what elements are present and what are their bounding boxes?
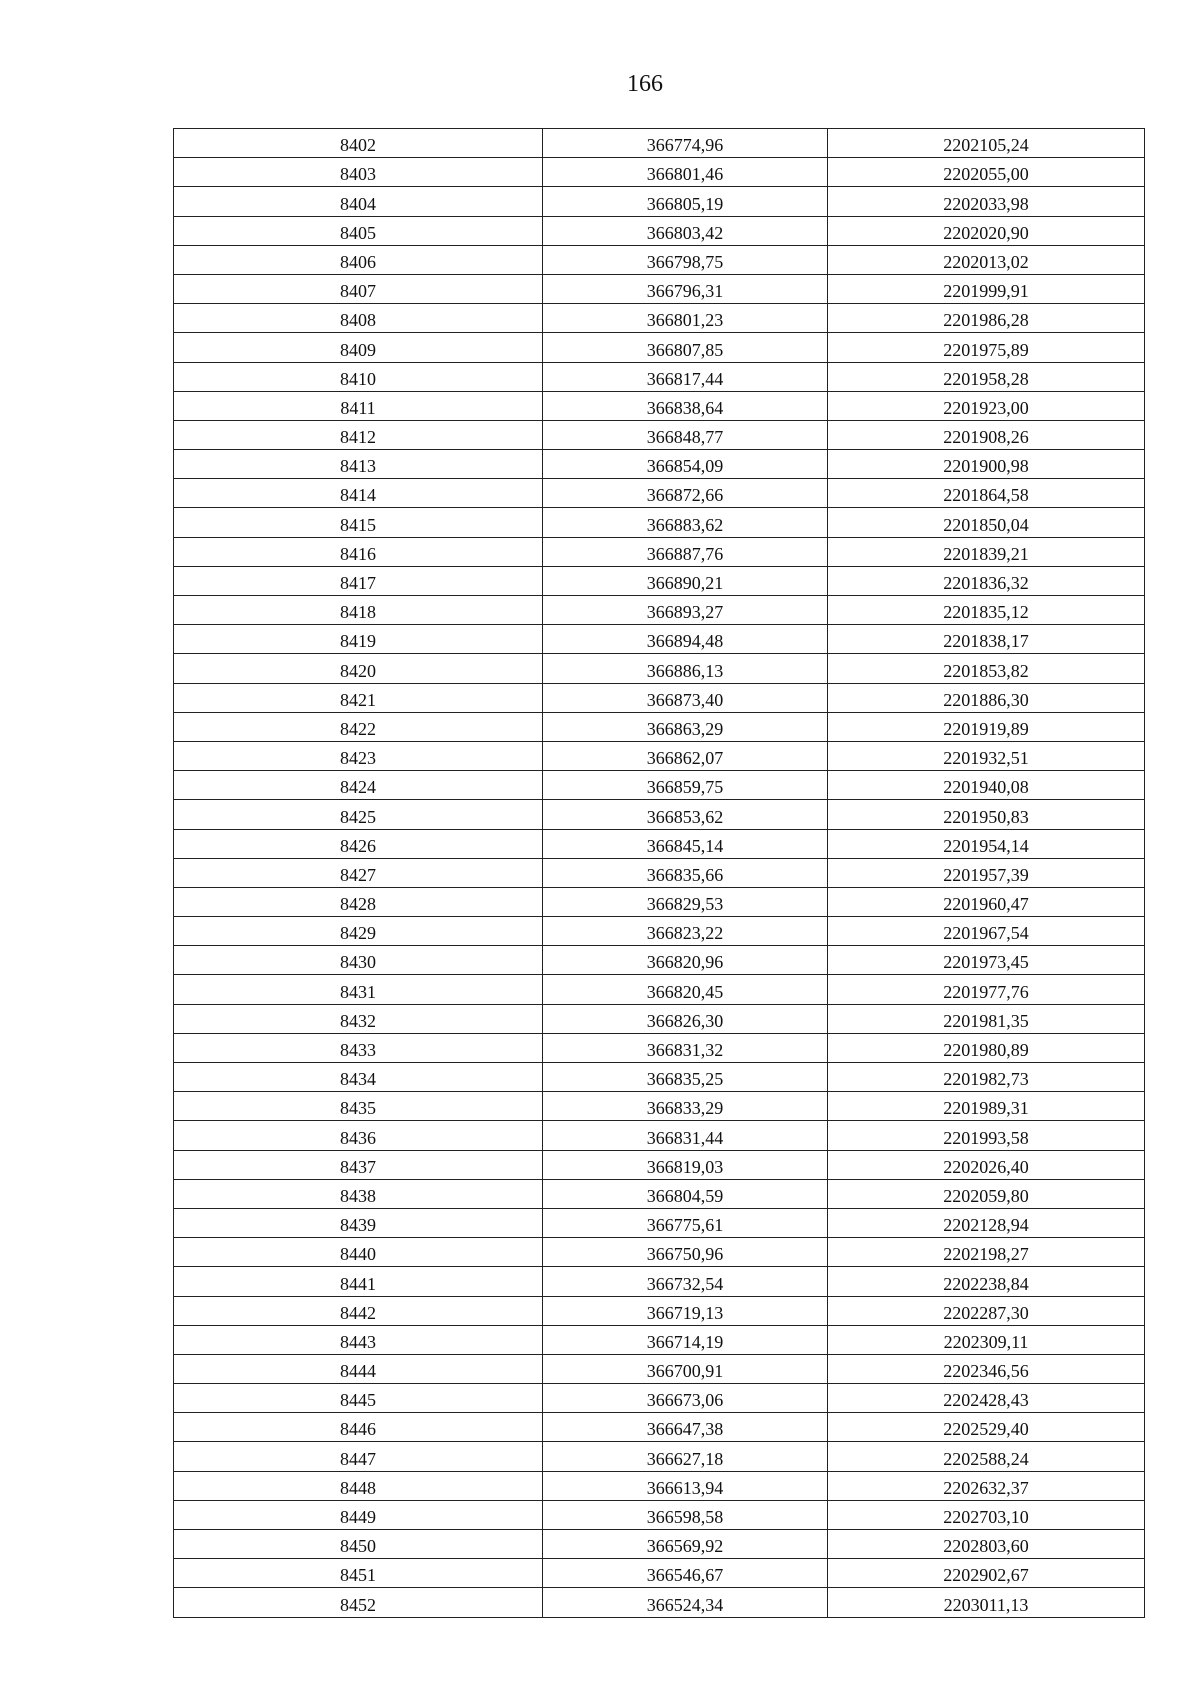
point-number-cell: 8404 [174,187,543,216]
point-number-cell: 8416 [174,537,543,566]
point-number-cell: 8413 [174,450,543,479]
table-row [174,420,1145,449]
table-row [174,362,1145,391]
y-coordinate-cell: 2201977,76 [828,975,1145,1004]
y-coordinate-cell: 2201980,89 [828,1033,1145,1062]
point-number-cell: 8451 [174,1559,543,1588]
table-row [174,1354,1145,1383]
x-coordinate-cell: 366796,31 [543,274,828,303]
point-number-cell: 8428 [174,887,543,916]
x-coordinate-cell: 366798,75 [543,245,828,274]
point-number-cell: 8402 [174,129,543,158]
x-coordinate-cell: 366817,44 [543,362,828,391]
table-row [174,129,1145,158]
table-row [174,1500,1145,1529]
x-coordinate-cell: 366804,59 [543,1179,828,1208]
x-coordinate-cell: 366775,61 [543,1208,828,1237]
x-coordinate-cell: 366826,30 [543,1004,828,1033]
y-coordinate-cell: 2201986,28 [828,304,1145,333]
y-coordinate-cell: 2202287,30 [828,1296,1145,1325]
point-number-cell: 8452 [174,1588,543,1617]
table-row [174,1179,1145,1208]
point-number-cell: 8408 [174,304,543,333]
point-number-cell: 8435 [174,1092,543,1121]
y-coordinate-cell: 2201886,30 [828,683,1145,712]
y-coordinate-cell: 2201900,98 [828,450,1145,479]
y-coordinate-cell: 2202309,11 [828,1325,1145,1354]
x-coordinate-cell: 366835,25 [543,1063,828,1092]
y-coordinate-cell: 2202033,98 [828,187,1145,216]
table-row [174,274,1145,303]
point-number-cell: 8445 [174,1384,543,1413]
point-number-cell: 8410 [174,362,543,391]
x-coordinate-cell: 366863,29 [543,712,828,741]
y-coordinate-cell: 2201999,91 [828,274,1145,303]
point-number-cell: 8429 [174,917,543,946]
y-coordinate-cell: 2201957,39 [828,858,1145,887]
table-row [174,946,1145,975]
y-coordinate-cell: 2202105,24 [828,129,1145,158]
x-coordinate-cell: 366801,23 [543,304,828,333]
table-row [174,304,1145,333]
x-coordinate-cell: 366569,92 [543,1530,828,1559]
y-coordinate-cell: 2202198,27 [828,1238,1145,1267]
point-number-cell: 8422 [174,712,543,741]
point-number-cell: 8426 [174,829,543,858]
y-coordinate-cell: 2201950,83 [828,800,1145,829]
y-coordinate-cell: 2202803,60 [828,1530,1145,1559]
table-row [174,508,1145,537]
y-coordinate-cell: 2201838,17 [828,625,1145,654]
point-number-cell: 8436 [174,1121,543,1150]
x-coordinate-cell: 366872,66 [543,479,828,508]
x-coordinate-cell: 366613,94 [543,1471,828,1500]
x-coordinate-cell: 366859,75 [543,771,828,800]
point-number-cell: 8423 [174,741,543,770]
x-coordinate-cell: 366732,54 [543,1267,828,1296]
point-number-cell: 8450 [174,1530,543,1559]
y-coordinate-cell: 2202020,90 [828,216,1145,245]
table-row [174,537,1145,566]
table-row [174,829,1145,858]
x-coordinate-cell: 366714,19 [543,1325,828,1354]
x-coordinate-cell: 366627,18 [543,1442,828,1471]
x-coordinate-cell: 366823,22 [543,917,828,946]
point-number-cell: 8406 [174,245,543,274]
y-coordinate-cell: 2202059,80 [828,1179,1145,1208]
table-row [174,917,1145,946]
y-coordinate-cell: 2201836,32 [828,566,1145,595]
table-row [174,975,1145,1004]
point-number-cell: 8448 [174,1471,543,1500]
page-number: 166 [627,71,663,97]
x-coordinate-cell: 366862,07 [543,741,828,770]
table-row [174,1092,1145,1121]
x-coordinate-cell: 366845,14 [543,829,828,858]
point-number-cell: 8420 [174,654,543,683]
point-number-cell: 8419 [174,625,543,654]
x-coordinate-cell: 366890,21 [543,566,828,595]
point-number-cell: 8424 [174,771,543,800]
point-number-cell: 8446 [174,1413,543,1442]
table-body [174,129,1145,1618]
table-row [174,1004,1145,1033]
point-number-cell: 8432 [174,1004,543,1033]
x-coordinate-cell: 366854,09 [543,450,828,479]
point-number-cell: 8431 [174,975,543,1004]
y-coordinate-cell: 2201982,73 [828,1063,1145,1092]
point-number-cell: 8405 [174,216,543,245]
point-number-cell: 8411 [174,391,543,420]
y-coordinate-cell: 2201960,47 [828,887,1145,916]
table-row [174,1530,1145,1559]
point-number-cell: 8442 [174,1296,543,1325]
x-coordinate-cell: 366893,27 [543,596,828,625]
point-number-cell: 8430 [174,946,543,975]
table-row [174,683,1145,712]
x-coordinate-cell: 366801,46 [543,158,828,187]
table-row [174,1471,1145,1500]
table-row [174,771,1145,800]
table-row [174,1208,1145,1237]
y-coordinate-cell: 2201975,89 [828,333,1145,362]
point-number-cell: 8443 [174,1325,543,1354]
point-number-cell: 8437 [174,1150,543,1179]
y-coordinate-cell: 2201850,04 [828,508,1145,537]
y-coordinate-cell: 2201864,58 [828,479,1145,508]
table-row [174,216,1145,245]
y-coordinate-cell: 2202013,02 [828,245,1145,274]
y-coordinate-cell: 2201954,14 [828,829,1145,858]
point-number-cell: 8407 [174,274,543,303]
table-row [174,858,1145,887]
y-coordinate-cell: 2202055,00 [828,158,1145,187]
table-row [174,566,1145,595]
x-coordinate-cell: 366750,96 [543,1238,828,1267]
y-coordinate-cell: 2201919,89 [828,712,1145,741]
point-number-cell: 8412 [174,420,543,449]
y-coordinate-cell: 2201839,21 [828,537,1145,566]
x-coordinate-cell: 366853,62 [543,800,828,829]
x-coordinate-cell: 366774,96 [543,129,828,158]
point-number-cell: 8427 [174,858,543,887]
table-row [174,712,1145,741]
y-coordinate-cell: 2201940,08 [828,771,1145,800]
point-number-cell: 8449 [174,1500,543,1529]
x-coordinate-cell: 366719,13 [543,1296,828,1325]
y-coordinate-cell: 2201993,58 [828,1121,1145,1150]
x-coordinate-cell: 366886,13 [543,654,828,683]
y-coordinate-cell: 2201923,00 [828,391,1145,420]
x-coordinate-cell: 366873,40 [543,683,828,712]
y-coordinate-cell: 2202238,84 [828,1267,1145,1296]
y-coordinate-cell: 2201908,26 [828,420,1145,449]
table-row [174,1325,1145,1354]
table-row [174,1296,1145,1325]
x-coordinate-cell: 366805,19 [543,187,828,216]
y-coordinate-cell: 2201981,35 [828,1004,1145,1033]
x-coordinate-cell: 366835,66 [543,858,828,887]
point-number-cell: 8439 [174,1208,543,1237]
table-row [174,391,1145,420]
x-coordinate-cell: 366524,34 [543,1588,828,1617]
y-coordinate-cell: 2201835,12 [828,596,1145,625]
point-number-cell: 8415 [174,508,543,537]
y-coordinate-cell: 2201967,54 [828,917,1145,946]
x-coordinate-cell: 366833,29 [543,1092,828,1121]
table-row [174,479,1145,508]
table-row [174,800,1145,829]
table-row [174,625,1145,654]
point-number-cell: 8441 [174,1267,543,1296]
table-row [174,887,1145,916]
y-coordinate-cell: 2202428,43 [828,1384,1145,1413]
x-coordinate-cell: 366819,03 [543,1150,828,1179]
y-coordinate-cell: 2201989,31 [828,1092,1145,1121]
table-row [174,1267,1145,1296]
x-coordinate-cell: 366807,85 [543,333,828,362]
point-number-cell: 8418 [174,596,543,625]
table-row [174,1588,1145,1617]
x-coordinate-cell: 366838,64 [543,391,828,420]
y-coordinate-cell: 2202346,56 [828,1354,1145,1383]
table-row [174,654,1145,683]
point-number-cell: 8438 [174,1179,543,1208]
y-coordinate-cell: 2202128,94 [828,1208,1145,1237]
table-row [174,1413,1145,1442]
y-coordinate-cell: 2202902,67 [828,1559,1145,1588]
point-number-cell: 8444 [174,1354,543,1383]
x-coordinate-cell: 366894,48 [543,625,828,654]
point-number-cell: 8421 [174,683,543,712]
table-row [174,1150,1145,1179]
table-row [174,158,1145,187]
y-coordinate-cell: 2201853,82 [828,654,1145,683]
y-coordinate-cell: 2202632,37 [828,1471,1145,1500]
table-row [174,245,1145,274]
point-number-cell: 8440 [174,1238,543,1267]
y-coordinate-cell: 2201958,28 [828,362,1145,391]
y-coordinate-cell: 2202529,40 [828,1413,1145,1442]
x-coordinate-cell: 366546,67 [543,1559,828,1588]
table-row [174,1063,1145,1092]
x-coordinate-cell: 366887,76 [543,537,828,566]
point-number-cell: 8434 [174,1063,543,1092]
x-coordinate-cell: 366647,38 [543,1413,828,1442]
table-row [174,1442,1145,1471]
x-coordinate-cell: 366598,58 [543,1500,828,1529]
table-row [174,1559,1145,1588]
table-row [174,596,1145,625]
y-coordinate-cell: 2202588,24 [828,1442,1145,1471]
table-row [174,450,1145,479]
table-row [174,1121,1145,1150]
y-coordinate-cell: 2201932,51 [828,741,1145,770]
x-coordinate-cell: 366848,77 [543,420,828,449]
x-coordinate-cell: 366829,53 [543,887,828,916]
x-coordinate-cell: 366673,06 [543,1384,828,1413]
x-coordinate-cell: 366883,62 [543,508,828,537]
y-coordinate-cell: 2201973,45 [828,946,1145,975]
x-coordinate-cell: 366820,96 [543,946,828,975]
x-coordinate-cell: 366820,45 [543,975,828,1004]
point-number-cell: 8414 [174,479,543,508]
y-coordinate-cell: 2202026,40 [828,1150,1145,1179]
point-number-cell: 8433 [174,1033,543,1062]
table-row [174,1384,1145,1413]
y-coordinate-cell: 2203011,13 [828,1588,1145,1617]
x-coordinate-cell: 366831,32 [543,1033,828,1062]
point-number-cell: 8425 [174,800,543,829]
table-row [174,1033,1145,1062]
coordinates-table [173,128,1145,1618]
point-number-cell: 8447 [174,1442,543,1471]
y-coordinate-cell: 2202703,10 [828,1500,1145,1529]
table-row [174,187,1145,216]
table-row [174,333,1145,362]
point-number-cell: 8409 [174,333,543,362]
point-number-cell: 8417 [174,566,543,595]
point-number-cell: 8403 [174,158,543,187]
x-coordinate-cell: 366700,91 [543,1354,828,1383]
x-coordinate-cell: 366803,42 [543,216,828,245]
table-row [174,1238,1145,1267]
x-coordinate-cell: 366831,44 [543,1121,828,1150]
table-row [174,741,1145,770]
